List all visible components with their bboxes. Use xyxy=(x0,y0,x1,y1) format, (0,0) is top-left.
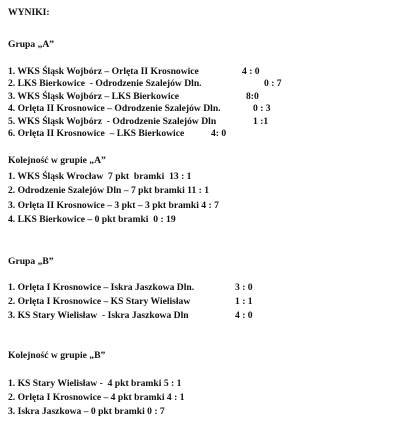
group-b-match-2-score: 1 : 1 xyxy=(235,296,253,307)
group-a-match-5: 5. WKS Śląsk Wojbórz - Odrodzenie Szalejów Dln xyxy=(8,116,217,127)
group-b-match-1: 1. Orlęta I Krosnowice – Iskra Jaszkowa Dln. xyxy=(8,282,195,293)
group-a-standing-4: 4. LKS Bierkowice – 0 pkt bramki 0 : 19 xyxy=(8,214,176,225)
group-a-match-6: 6. Orlęta II Krosnowice – LKS Bierkowice xyxy=(8,128,185,139)
group-a-match-3-score: 8:0 xyxy=(246,91,259,102)
group-a-match-6-score: 4: 0 xyxy=(211,128,227,139)
group-b-standings-title: Kolejność w grupie „B” xyxy=(8,350,106,361)
group-a-match-3: 3. WKS Śląsk Wojbórz – LKS Bierkowice xyxy=(8,91,180,102)
group-a-match-5-score: 1 :1 xyxy=(253,116,269,127)
group-a-match-1: 1. WKS Śląsk Wojbórz – Orlęta II Krosnowice xyxy=(8,66,199,77)
group-b-match-3-score: 4 : 0 xyxy=(235,310,253,321)
group-a-standing-1: 1. WKS Śląsk Wrocław 7 pkt bramki 13 : 1 xyxy=(8,171,192,182)
group-b-standing-2: 2. Orlęta I Krosnowice – 4 pkt bramki 4 : 1 xyxy=(8,392,185,403)
group-a-title: Grupa „A” xyxy=(8,39,55,50)
group-a-match-1-score: 4 : 0 xyxy=(242,66,260,77)
group-a-match-4: 4. Orlęta II Krosnowice – Odrodzenie Szalejów Dln. xyxy=(8,103,221,114)
group-b-title: Grupa „B” xyxy=(8,256,54,267)
group-b-match-2: 2. Orlęta I Krosnowice – KS Stary Wielisław xyxy=(8,296,191,307)
group-b-match-3: 3. KS Stary Wielisław - Iskra Jaszkowa Dln xyxy=(8,310,189,321)
group-b-standing-3: 3. Iskra Jaszkowa – 0 pkt bramki 0 : 7 xyxy=(8,406,165,417)
group-a-standing-2: 2. Odrodzenie Szalejów Dln – 7 pkt bramki 11 : 1 xyxy=(8,185,210,196)
group-b-standing-1: 1. KS Stary Wielisław - 4 pkt bramki 5 : 1 xyxy=(8,378,182,389)
group-a-standing-3: 3. Orlęta II Krosnowice – 3 pkt – 3 pkt bramki 4 : 7 xyxy=(8,200,219,211)
group-a-match-4-score: 0 : 3 xyxy=(253,103,271,114)
document-heading: WYNIKI: xyxy=(8,7,50,18)
group-a-match-2: 2. LKS Bierkowice - Odrodzenie Szalejów Dln. xyxy=(8,78,202,89)
group-a-standings-title: Kolejność w grupie „A” xyxy=(8,155,106,166)
group-a-match-2-score: 0 : 7 xyxy=(264,78,282,89)
group-b-match-1-score: 3 : 0 xyxy=(235,282,253,293)
